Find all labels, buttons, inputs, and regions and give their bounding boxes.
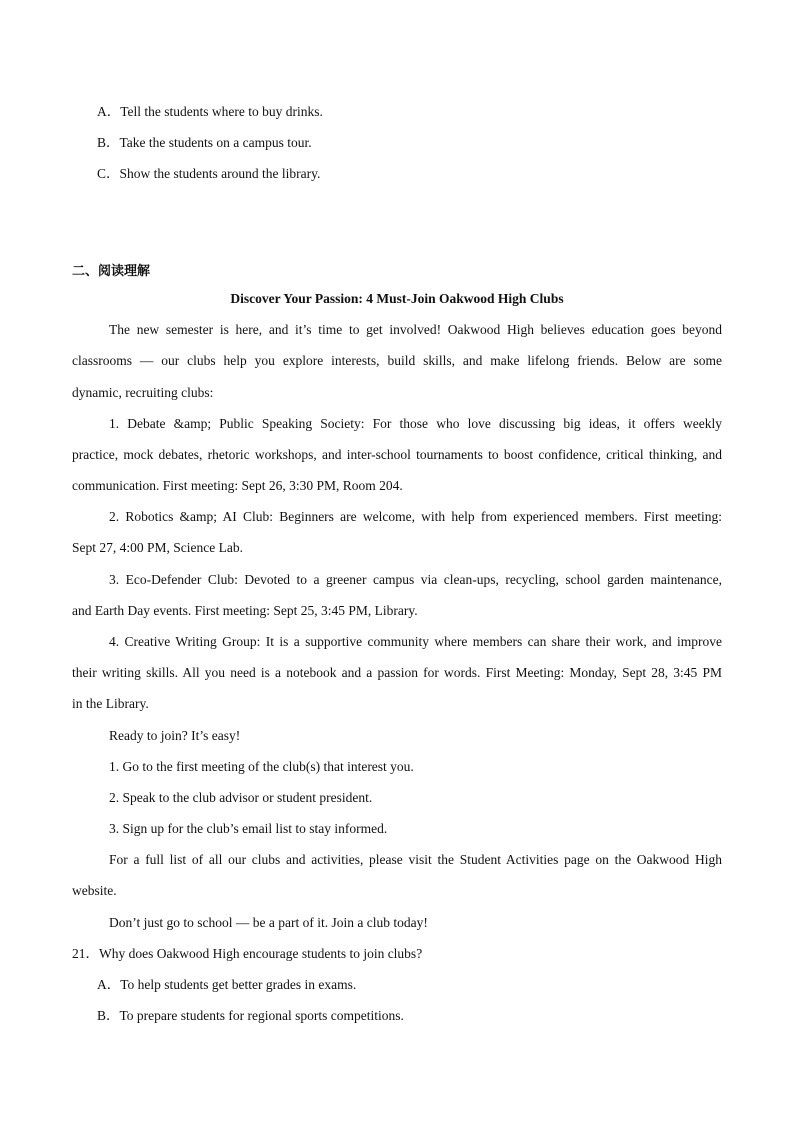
question-21-option-a: A．To help students get better grades in exams.	[97, 977, 357, 992]
passage-title: Discover Your Passion: 4 Must-Join Oakwood High Clubs	[230, 291, 564, 306]
question-21-option-b: B．To prepare students for regional sports competitions.	[97, 1008, 404, 1023]
club1-line-2: practice, mock debates, rhetoric workshops, and inter-school tournaments to boost confidence, critical thinking, and	[72, 447, 722, 462]
full-list-line-1: For a full list of all our clubs and activities, please visit the Student Activities page on the Oakwood High	[109, 852, 722, 867]
club4-line-1: 4. Creative Writing Group: It is a supportive community where members can share their work, and improve	[109, 634, 722, 649]
club2-line-1: 2. Robotics &amp; AI Club: Beginners are welcome, with help from experienced members. First meeting:	[109, 509, 722, 524]
club4-line-2: their writing skills. All you need is a notebook and a passion for words. First Meeting: Monday, Sept 28, 3:45 PM	[72, 665, 722, 680]
question-21-stem: 21．Why does Oakwood High encourage students to join clubs?	[72, 946, 423, 961]
club4-line-3: in the Library.	[72, 696, 149, 711]
prev-option-c: C．Show the students around the library.	[97, 166, 321, 181]
club1-line-3: communication. First meeting: Sept 26, 3:30 PM, Room 204.	[72, 478, 403, 493]
club3-line-2: and Earth Day events. First meeting: Sept 25, 3:45 PM, Library.	[72, 603, 418, 618]
intro-line-2: classrooms — our clubs help you explore interests, build skills, and make lifelong friends. Below are some	[72, 353, 722, 368]
step-1: 1. Go to the first meeting of the club(s) that interest you.	[109, 759, 414, 774]
ready-line: Ready to join? It’s easy!	[109, 728, 241, 743]
intro-line-1: The new semester is here, and it’s time to get involved! Oakwood High believes education goes beyond	[109, 322, 722, 337]
prev-option-a: A．Tell the students where to buy drinks.	[97, 104, 323, 119]
club1-line-1: 1. Debate &amp; Public Speaking Society: For those who love discussing big ideas, it offers weekly	[109, 416, 722, 431]
step-3: 3. Sign up for the club’s email list to stay informed.	[109, 821, 388, 836]
section-heading: 二、阅读理解	[72, 264, 151, 279]
full-list-line-2: website.	[72, 883, 117, 898]
prev-option-b: B．Take the students on a campus tour.	[97, 135, 312, 150]
closing-line: Don’t just go to school — be a part of it. Join a club today!	[109, 915, 428, 930]
club3-line-1: 3. Eco-Defender Club: Devoted to a greener campus via clean-ups, recycling, school garden maintenance,	[109, 572, 722, 587]
intro-line-3: dynamic, recruiting clubs:	[72, 385, 214, 400]
club2-line-2: Sept 27, 4:00 PM, Science Lab.	[72, 540, 243, 555]
step-2: 2. Speak to the club advisor or student president.	[109, 790, 373, 805]
